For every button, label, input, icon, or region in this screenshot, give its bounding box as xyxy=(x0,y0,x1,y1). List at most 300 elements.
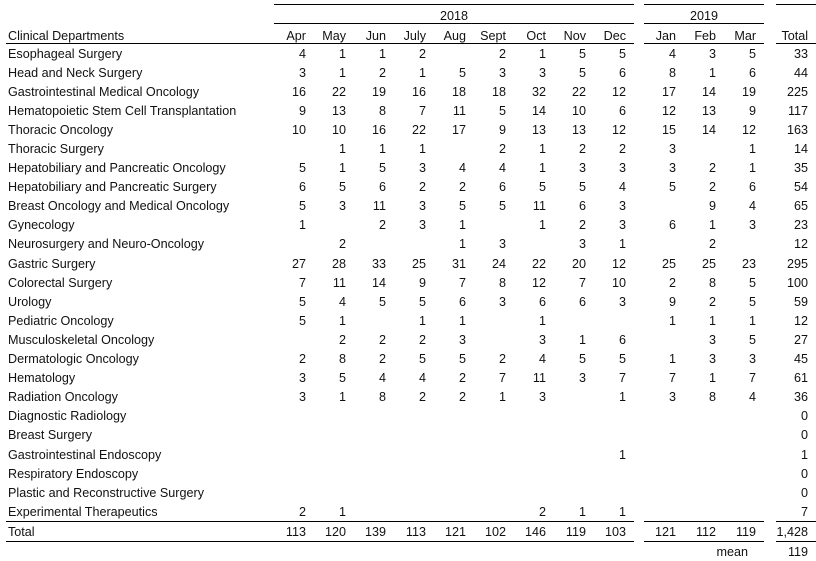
department-name: Hepatobiliary and Pancreatic Oncology xyxy=(8,161,226,176)
cell-value: 1 xyxy=(619,237,627,252)
row-total: 12 xyxy=(794,237,809,252)
cell-value: 1 xyxy=(749,161,757,176)
row-total: 7 xyxy=(801,504,809,519)
table-row xyxy=(6,311,816,330)
cell-value: 1 xyxy=(538,161,546,176)
cell-value xyxy=(474,464,514,483)
cell-value: 1 xyxy=(378,142,386,157)
column-gap xyxy=(764,139,776,158)
total-value: 119 xyxy=(554,522,594,542)
column-gap xyxy=(764,445,776,464)
cell-value: 5 xyxy=(418,352,426,367)
cell-value: 13 xyxy=(331,103,346,118)
month-header-aug: Aug xyxy=(434,24,474,44)
cell-value: 2 xyxy=(619,142,627,157)
cell-value: 4 xyxy=(619,180,627,195)
cell-value xyxy=(474,216,514,235)
cell-value: 7 xyxy=(458,275,466,290)
month-header-jan: Jan xyxy=(644,24,684,44)
cell-value: 16 xyxy=(371,122,386,137)
cell-value: 8 xyxy=(709,390,717,405)
cell-value: 6 xyxy=(619,103,627,118)
cell-value: 5 xyxy=(538,180,546,195)
cell-value: 2 xyxy=(298,352,306,367)
cell-value: 2 xyxy=(418,332,426,347)
cell-value: 1 xyxy=(298,218,306,233)
cell-value xyxy=(314,464,354,483)
cell-value: 6 xyxy=(578,199,586,214)
cell-value: 5 xyxy=(619,352,627,367)
cell-value xyxy=(514,235,554,254)
cell-value: 11 xyxy=(332,275,346,290)
row-total: 27 xyxy=(794,332,809,347)
cell-value: 3 xyxy=(298,390,306,405)
column-gap xyxy=(634,254,644,273)
cell-value xyxy=(434,502,474,522)
column-gap xyxy=(634,522,644,542)
cell-value xyxy=(514,407,554,426)
cell-value: 4 xyxy=(498,161,506,176)
department-name: Gastric Surgery xyxy=(8,256,96,271)
cell-value: 8 xyxy=(709,275,717,290)
cell-value: 3 xyxy=(298,65,306,80)
column-gap xyxy=(764,273,776,292)
cell-value xyxy=(554,426,594,445)
cell-value: 5 xyxy=(578,352,586,367)
table-row xyxy=(6,44,816,64)
total-value: 102 xyxy=(474,522,514,542)
cell-value: 5 xyxy=(458,352,466,367)
total-value: 113 xyxy=(394,522,434,542)
cell-value xyxy=(474,483,514,502)
cell-value: 3 xyxy=(578,371,586,386)
cell-value xyxy=(314,445,354,464)
column-gap xyxy=(764,101,776,120)
row-total: 54 xyxy=(794,180,809,195)
cell-value: 3 xyxy=(709,46,717,61)
row-total: 45 xyxy=(794,352,809,367)
cell-value xyxy=(434,426,474,445)
cell-value xyxy=(594,311,634,330)
cell-value: 5 xyxy=(578,46,586,61)
cell-value: 11 xyxy=(452,103,466,118)
cell-value: 7 xyxy=(298,275,306,290)
cell-value: 8 xyxy=(669,65,677,80)
column-gap xyxy=(634,120,644,139)
table-row xyxy=(6,350,816,369)
cell-value xyxy=(514,483,554,502)
cell-value xyxy=(514,464,554,483)
table-row xyxy=(6,235,816,254)
cell-value xyxy=(684,445,724,464)
total-value: 121 xyxy=(644,522,684,542)
department-name: Neurosurgery and Neuro-Oncology xyxy=(8,237,205,252)
cell-value xyxy=(594,426,634,445)
cell-value: 8 xyxy=(338,352,346,367)
cell-value: 3 xyxy=(619,218,627,233)
table-row xyxy=(6,330,816,349)
cell-value xyxy=(354,235,394,254)
column-gap xyxy=(634,407,644,426)
cell-value xyxy=(724,445,764,464)
cell-value: 1 xyxy=(538,313,546,328)
cell-value: 6 xyxy=(619,332,627,347)
row-total: 35 xyxy=(794,161,809,176)
cell-value: 1 xyxy=(578,504,586,519)
department-monthly-table xyxy=(6,4,809,561)
cell-value: 1 xyxy=(338,46,346,61)
table-row xyxy=(6,292,816,311)
cell-value: 5 xyxy=(298,161,306,176)
cell-value: 23 xyxy=(742,256,757,271)
cell-value xyxy=(644,445,684,464)
cell-value: 4 xyxy=(418,371,426,386)
cell-value: 1 xyxy=(749,142,757,157)
cell-value: 25 xyxy=(702,256,717,271)
cell-value: 1 xyxy=(458,313,466,328)
cell-value: 7 xyxy=(578,275,586,290)
cell-value: 12 xyxy=(742,122,757,137)
cell-value xyxy=(434,483,474,502)
table-row xyxy=(6,483,816,502)
row-total: 1 xyxy=(801,447,809,462)
row-total: 65 xyxy=(794,199,809,214)
cell-value: 22 xyxy=(331,84,346,99)
table-row xyxy=(6,82,816,101)
column-gap xyxy=(764,197,776,216)
table-row xyxy=(6,464,816,483)
cell-value: 1 xyxy=(749,313,757,328)
cell-value xyxy=(274,464,314,483)
cell-value: 2 xyxy=(669,275,677,290)
cell-value: 1 xyxy=(498,390,506,405)
cell-value: 33 xyxy=(371,256,386,271)
row-total: 23 xyxy=(794,218,809,233)
cell-value xyxy=(274,483,314,502)
cell-value: 2 xyxy=(378,218,386,233)
year-header-2018: 2018 xyxy=(274,5,634,24)
cell-value xyxy=(594,407,634,426)
cell-value: 3 xyxy=(749,352,757,367)
cell-value: 25 xyxy=(662,256,677,271)
column-gap xyxy=(634,369,644,388)
cell-value: 3 xyxy=(619,199,627,214)
cell-value: 14 xyxy=(702,84,717,99)
row-total: 163 xyxy=(787,122,809,137)
cell-value: 5 xyxy=(749,294,757,309)
cell-value xyxy=(514,445,554,464)
column-gap xyxy=(764,369,776,388)
column-gap xyxy=(634,445,644,464)
cell-value: 5 xyxy=(619,46,627,61)
mean-row xyxy=(6,542,816,561)
department-name: Gastrointestinal Medical Oncology xyxy=(8,84,200,99)
cell-value xyxy=(354,502,394,522)
cell-value: 1 xyxy=(338,313,346,328)
cell-value: 1 xyxy=(338,504,346,519)
cell-value: 28 xyxy=(331,256,346,271)
cell-value: 2 xyxy=(458,390,466,405)
cell-value: 14 xyxy=(371,275,386,290)
cell-value: 7 xyxy=(418,103,426,118)
month-header-july: July xyxy=(394,24,434,44)
cell-value: 5 xyxy=(749,332,757,347)
cell-value: 4 xyxy=(298,46,306,61)
cell-value: 8 xyxy=(498,275,506,290)
cell-value: 2 xyxy=(709,237,717,252)
cell-value: 2 xyxy=(378,332,386,347)
cell-value: 8 xyxy=(378,103,386,118)
department-name: Plastic and Reconstructive Surgery xyxy=(8,485,204,500)
table-row xyxy=(6,407,816,426)
table-row xyxy=(6,426,816,445)
cell-value: 5 xyxy=(498,199,506,214)
department-name: Thoracic Surgery xyxy=(8,142,104,157)
cell-value xyxy=(554,445,594,464)
department-name: Hepatobiliary and Pancreatic Surgery xyxy=(8,180,217,195)
cell-value: 7 xyxy=(669,371,677,386)
table-row xyxy=(6,139,816,158)
column-gap xyxy=(634,101,644,120)
cell-value xyxy=(394,235,434,254)
column-gap xyxy=(764,464,776,483)
column-gap xyxy=(634,311,644,330)
row-total: 0 xyxy=(801,428,809,443)
cell-value: 15 xyxy=(662,122,677,137)
cell-value xyxy=(354,426,394,445)
cell-value xyxy=(434,407,474,426)
department-name: Radiation Oncology xyxy=(8,390,118,405)
column-gap xyxy=(764,235,776,254)
total-value: 121 xyxy=(434,522,474,542)
cell-value: 1 xyxy=(619,390,627,405)
cell-value: 5 xyxy=(669,180,677,195)
cell-value: 10 xyxy=(612,275,627,290)
cell-value xyxy=(644,483,684,502)
cell-value: 1 xyxy=(709,371,717,386)
cell-value xyxy=(474,426,514,445)
cell-value: 6 xyxy=(458,294,466,309)
cell-value: 1 xyxy=(458,237,466,252)
cell-value: 19 xyxy=(742,84,757,99)
cell-value: 9 xyxy=(498,122,506,137)
cell-value: 5 xyxy=(458,199,466,214)
cell-value: 2 xyxy=(458,371,466,386)
cell-value xyxy=(474,311,514,330)
column-gap xyxy=(634,197,644,216)
cell-value: 4 xyxy=(378,371,386,386)
cell-value xyxy=(724,502,764,522)
total-value: 103 xyxy=(594,522,634,542)
cell-value: 13 xyxy=(571,122,586,137)
cell-value: 12 xyxy=(612,122,627,137)
column-gap xyxy=(634,235,644,254)
department-name: Gastrointestinal Endoscopy xyxy=(8,447,162,462)
column-gap xyxy=(634,82,644,101)
cell-value: 18 xyxy=(451,84,466,99)
cell-value xyxy=(474,445,514,464)
column-gap xyxy=(764,502,776,522)
cell-value: 16 xyxy=(411,84,426,99)
cell-value: 2 xyxy=(709,294,717,309)
cell-value: 5 xyxy=(749,275,757,290)
cell-value: 3 xyxy=(458,332,466,347)
month-header-nov: Nov xyxy=(554,24,594,44)
cell-value: 18 xyxy=(491,84,506,99)
column-gap xyxy=(634,292,644,311)
cell-value: 1 xyxy=(338,390,346,405)
row-total: 0 xyxy=(801,466,809,481)
column-gap xyxy=(764,330,776,349)
cell-value: 5 xyxy=(378,294,386,309)
cell-value: 5 xyxy=(458,65,466,80)
cell-value xyxy=(274,330,314,349)
cell-value xyxy=(314,426,354,445)
table-row xyxy=(6,388,816,407)
cell-value: 3 xyxy=(538,332,546,347)
cell-value xyxy=(554,483,594,502)
row-total: 0 xyxy=(801,485,809,500)
total-value: 120 xyxy=(314,522,354,542)
table-row xyxy=(6,216,816,235)
cell-value: 4 xyxy=(749,199,757,214)
cell-value: 3 xyxy=(669,161,677,176)
cell-value: 5 xyxy=(338,180,346,195)
cell-value: 13 xyxy=(531,122,546,137)
cell-value: 3 xyxy=(619,294,627,309)
cell-value: 2 xyxy=(418,180,426,195)
column-gap xyxy=(634,216,644,235)
column-gap xyxy=(634,63,644,82)
cell-value: 3 xyxy=(498,65,506,80)
cell-value: 1 xyxy=(709,313,717,328)
cell-value xyxy=(724,426,764,445)
cell-value: 1 xyxy=(538,142,546,157)
cell-value xyxy=(314,483,354,502)
column-gap xyxy=(764,311,776,330)
cell-value: 3 xyxy=(538,390,546,405)
column-gap xyxy=(764,178,776,197)
cell-value: 1 xyxy=(669,313,677,328)
column-header-total: Total xyxy=(776,24,816,44)
row-total: 33 xyxy=(794,46,809,61)
cell-value: 6 xyxy=(669,218,677,233)
column-gap xyxy=(764,388,776,407)
cell-value: 3 xyxy=(538,65,546,80)
cell-value: 19 xyxy=(371,84,386,99)
column-gap xyxy=(764,292,776,311)
cell-value: 7 xyxy=(749,371,757,386)
cell-value: 5 xyxy=(498,103,506,118)
row-total: 100 xyxy=(787,275,809,290)
row-total: 225 xyxy=(787,84,809,99)
cell-value: 2 xyxy=(378,352,386,367)
row-total: 59 xyxy=(794,294,809,309)
department-name: Diagnostic Radiology xyxy=(8,409,127,424)
column-gap xyxy=(634,350,644,369)
cell-value: 3 xyxy=(418,199,426,214)
month-header-dec: Dec xyxy=(594,24,634,44)
cell-value: 5 xyxy=(298,313,306,328)
cell-value: 6 xyxy=(538,294,546,309)
department-name: Esophageal Surgery xyxy=(8,46,123,61)
cell-value xyxy=(644,426,684,445)
cell-value xyxy=(394,407,434,426)
table-row xyxy=(6,502,816,522)
department-name: Experimental Therapeutics xyxy=(8,504,158,519)
table-row xyxy=(6,197,816,216)
cell-value: 13 xyxy=(702,103,717,118)
total-value: 119 xyxy=(724,522,764,542)
cell-value: 5 xyxy=(749,46,757,61)
month-header-apr: Apr xyxy=(274,24,314,44)
cell-value xyxy=(274,235,314,254)
column-gap xyxy=(634,388,644,407)
cell-value: 3 xyxy=(498,294,506,309)
cell-value: 12 xyxy=(662,103,677,118)
cell-value: 3 xyxy=(669,390,677,405)
cell-value: 1 xyxy=(418,313,426,328)
column-gap xyxy=(764,407,776,426)
total-value: 112 xyxy=(684,522,724,542)
cell-value xyxy=(554,407,594,426)
department-name: Thoracic Oncology xyxy=(8,122,113,137)
cell-value: 3 xyxy=(418,218,426,233)
cell-value: 5 xyxy=(378,161,386,176)
cell-value: 1 xyxy=(619,447,627,462)
cell-value xyxy=(394,483,434,502)
cell-value xyxy=(394,502,434,522)
cell-value xyxy=(474,330,514,349)
table-row xyxy=(6,178,816,197)
cell-value: 5 xyxy=(298,199,306,214)
cell-value: 3 xyxy=(338,199,346,214)
department-name: Gynecology xyxy=(8,218,75,233)
cell-value xyxy=(684,483,724,502)
cell-value xyxy=(644,464,684,483)
cell-value xyxy=(434,464,474,483)
cell-value xyxy=(644,330,684,349)
cell-value: 12 xyxy=(612,84,627,99)
cell-value: 2 xyxy=(498,46,506,61)
cell-value xyxy=(554,311,594,330)
total-value: 139 xyxy=(354,522,394,542)
data-table xyxy=(6,4,816,561)
cell-value xyxy=(724,407,764,426)
cell-value: 2 xyxy=(709,180,717,195)
cell-value: 2 xyxy=(338,237,346,252)
column-gap xyxy=(764,82,776,101)
cell-value: 16 xyxy=(291,84,306,99)
cell-value: 6 xyxy=(749,65,757,80)
cell-value: 12 xyxy=(531,275,546,290)
cell-value: 4 xyxy=(749,390,757,405)
cell-value xyxy=(684,464,724,483)
cell-value: 24 xyxy=(491,256,506,271)
row-total: 61 xyxy=(794,371,809,386)
cell-value xyxy=(274,445,314,464)
table-row xyxy=(6,63,816,82)
cell-value xyxy=(724,235,764,254)
cell-value: 1 xyxy=(709,65,717,80)
column-gap xyxy=(634,44,644,64)
cell-value: 5 xyxy=(298,294,306,309)
cell-value: 4 xyxy=(338,294,346,309)
row-total: 295 xyxy=(787,256,809,271)
cell-value xyxy=(594,464,634,483)
cell-value: 3 xyxy=(578,237,586,252)
cell-value xyxy=(684,426,724,445)
